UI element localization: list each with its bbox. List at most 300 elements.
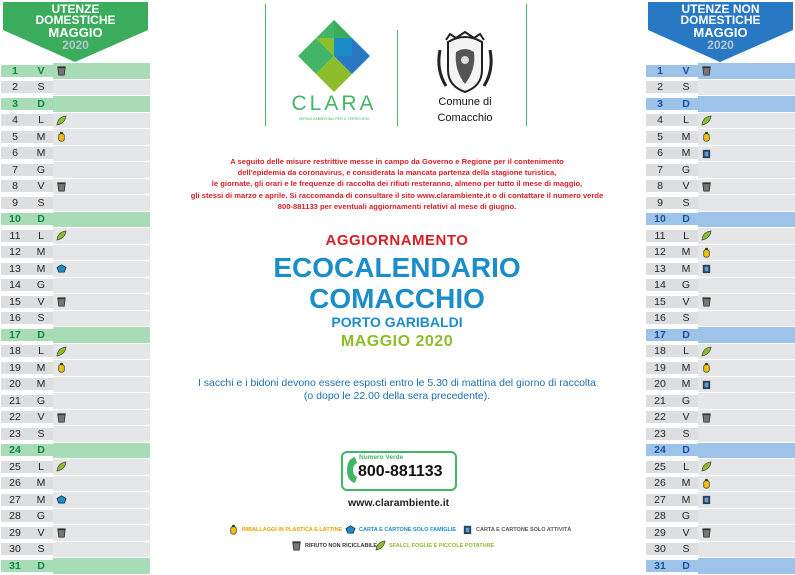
weekday-letter: D (674, 98, 698, 110)
day-row (1, 311, 150, 328)
day-number: 19 (1, 362, 29, 374)
collection-cell (698, 113, 795, 129)
leaf-icon (375, 540, 386, 551)
day-number: 7 (1, 164, 29, 176)
paper-business-icon (462, 524, 473, 535)
collection-cell (698, 492, 795, 508)
notice-line: 800-881133 per eventuali aggiornamenti relativi al mese di giugno. (277, 201, 517, 211)
day-row (646, 294, 795, 311)
weekday-letter: L (674, 345, 698, 357)
day-row (646, 443, 795, 460)
day-number: 12 (646, 246, 674, 258)
collection-cell (53, 558, 150, 574)
day-number: 10 (646, 213, 674, 225)
day-row (1, 558, 150, 575)
collection-cell (53, 228, 150, 244)
weekday-letter: G (29, 510, 53, 522)
notice-line: A seguito delle misure restrittive messe in campo da Governo e Regione per il contenimento (230, 157, 564, 166)
collection-cell (698, 179, 795, 195)
weekday-letter: S (674, 312, 698, 324)
day-row (646, 146, 795, 163)
update-label: AGGIORNAMENTO (325, 232, 469, 249)
weekday-letter: G (674, 395, 698, 407)
paper-business-icon (701, 148, 712, 159)
weekday-letter: G (29, 395, 53, 407)
day-number: 26 (1, 477, 29, 489)
day-row (646, 377, 795, 394)
collection-cell (698, 228, 795, 244)
day-row (1, 245, 150, 262)
leaf-icon (56, 230, 67, 241)
day-number: 11 (1, 230, 29, 242)
day-row (646, 129, 795, 146)
paper-family-icon (56, 494, 67, 505)
weekday-letter: S (29, 197, 53, 209)
collection-cell (698, 476, 795, 492)
day-row (1, 459, 150, 476)
day-number: 30 (1, 543, 29, 555)
collection-cell (698, 162, 795, 178)
day-number: 24 (646, 444, 674, 456)
paper-family-icon (345, 524, 356, 535)
title-block (152, 252, 642, 314)
day-row (1, 327, 150, 344)
weekday-letter: V (29, 65, 53, 77)
collection-cell (53, 294, 150, 310)
day-row (646, 476, 795, 493)
day-row (646, 261, 795, 278)
collection-cell (698, 245, 795, 261)
collection-cell (53, 129, 150, 145)
legend-label: CARTA E CARTONE SOLO FAMIGLIE (359, 526, 457, 533)
day-number: 27 (1, 494, 29, 506)
day-row (646, 162, 795, 179)
day-number: 24 (1, 444, 29, 456)
legend-label: RIFIUTO NON RICICLABILE (305, 542, 378, 549)
weekday-letter: M (674, 362, 698, 374)
collection-cell (698, 509, 795, 525)
divider (526, 4, 527, 126)
collection-cell (698, 294, 795, 310)
day-number: 22 (646, 411, 674, 423)
paper-business-icon (701, 263, 712, 274)
weekday-letter: D (29, 98, 53, 110)
day-row (1, 542, 150, 559)
legend-paper-family (345, 524, 456, 535)
weekday-letter: M (29, 131, 53, 143)
weekday-letter: V (29, 180, 53, 192)
day-row (646, 327, 795, 344)
collection-cell (53, 525, 150, 541)
day-number: 12 (1, 246, 29, 258)
paper-business-icon (701, 379, 712, 390)
info-line: (o dopo le 22.00 della sera precedente). (303, 390, 491, 402)
day-row (646, 195, 795, 212)
residual-bin-icon (291, 540, 302, 551)
collection-cell (53, 245, 150, 261)
phone-number: 800-881133 (358, 463, 443, 480)
header-line1: UTENZE (51, 2, 100, 16)
legend-label: CARTA E CARTONE SOLO ATTIVITÀ (476, 526, 572, 533)
phone-box[interactable] (341, 451, 457, 491)
website-link[interactable]: www.clarambiente.it (348, 497, 450, 509)
clara-tagline: SERVIZI AMBIENTALI PER IL TERRITORIO (298, 117, 370, 121)
day-row (1, 360, 150, 377)
day-row (646, 393, 795, 410)
day-number: 26 (646, 477, 674, 489)
day-row (646, 426, 795, 443)
collection-cell (53, 63, 150, 79)
month-label: MAGGIO 2020 (340, 333, 454, 350)
weekday-letter: D (674, 560, 698, 572)
day-number: 17 (646, 329, 674, 341)
title-line2: COMACCHIO (309, 283, 485, 314)
day-row (1, 212, 150, 229)
day-number: 31 (1, 560, 29, 572)
day-row (646, 525, 795, 542)
day-row (646, 492, 795, 509)
collection-cell (53, 146, 150, 162)
plastic-bottle-icon (701, 362, 712, 373)
day-number: 18 (646, 345, 674, 357)
day-row (1, 377, 150, 394)
day-number: 2 (1, 81, 29, 93)
weekday-letter: D (674, 329, 698, 341)
day-number: 28 (1, 510, 29, 522)
weekday-letter: D (674, 444, 698, 456)
leaf-icon (701, 115, 712, 126)
collection-cell (698, 195, 795, 211)
legend-plastic (228, 524, 342, 535)
day-number: 9 (646, 197, 674, 209)
day-row (1, 195, 150, 212)
weekday-letter: L (29, 230, 53, 242)
leaf-icon (701, 461, 712, 472)
residual-bin-icon (56, 65, 67, 76)
weekday-letter: S (29, 312, 53, 324)
day-number: 27 (646, 494, 674, 506)
weekday-letter: V (29, 527, 53, 539)
weekday-letter: S (674, 81, 698, 93)
collection-cell (698, 558, 795, 574)
domestic-calendar (1, 0, 150, 572)
phone-handset-icon (345, 455, 359, 485)
leaf-icon (56, 461, 67, 472)
collection-cell (53, 426, 150, 442)
weekday-letter: L (674, 461, 698, 473)
collection-cell (698, 80, 795, 96)
collection-cell (53, 278, 150, 294)
day-number: 20 (1, 378, 29, 390)
notice-line: le giornate, gli orari e le frequenze di raccolta dei rifiuti resteranno, almeno per tutto il mese di maggio, (211, 179, 583, 189)
header-year: 2020 (62, 38, 89, 52)
header-line3: MAGGIO (693, 25, 748, 40)
comune-logo (410, 30, 520, 130)
collection-cell (698, 525, 795, 541)
divider (265, 4, 266, 126)
clara-name: CLARA (291, 92, 377, 115)
collection-cell (53, 377, 150, 393)
weekday-letter: M (674, 131, 698, 143)
day-number: 21 (646, 395, 674, 407)
day-number: 8 (1, 180, 29, 192)
day-row (646, 410, 795, 427)
day-row (1, 96, 150, 113)
domestic-header (1, 0, 150, 62)
weekday-letter: V (674, 411, 698, 423)
collection-cell (698, 459, 795, 475)
day-number: 18 (1, 345, 29, 357)
day-number: 29 (646, 527, 674, 539)
weekday-letter: M (29, 263, 53, 275)
weekday-letter: M (29, 362, 53, 374)
collection-cell (698, 146, 795, 162)
header-line3: MAGGIO (48, 25, 103, 40)
day-number: 9 (1, 197, 29, 209)
legend-label: IMBALLAGGI IN PLASTICA E LATTINE (242, 526, 343, 533)
weekday-letter: M (29, 378, 53, 390)
day-number: 15 (1, 296, 29, 308)
collection-cell (698, 63, 795, 79)
collection-cell (53, 459, 150, 475)
day-row (646, 80, 795, 97)
day-row (1, 129, 150, 146)
header-year: 2020 (707, 38, 734, 52)
day-row (646, 278, 795, 295)
leaf-icon (56, 346, 67, 357)
day-number: 5 (1, 131, 29, 143)
comune-line1: Comune di (438, 96, 492, 108)
day-number: 23 (1, 428, 29, 440)
weekday-letter: D (29, 560, 53, 572)
divider (397, 30, 398, 126)
weekday-letter: S (29, 428, 53, 440)
clara-logo-mark (284, 18, 384, 96)
residual-bin-icon (701, 65, 712, 76)
collection-cell (53, 344, 150, 360)
day-row (646, 212, 795, 229)
day-number: 4 (646, 114, 674, 126)
residual-bin-icon (701, 296, 712, 307)
paper-business-icon (701, 494, 712, 505)
notice-text (152, 156, 642, 212)
day-number: 1 (646, 65, 674, 77)
day-number: 6 (646, 147, 674, 159)
day-number: 20 (646, 378, 674, 390)
plastic-bottle-icon (56, 131, 67, 142)
collection-cell (53, 162, 150, 178)
plastic-bottle-icon (228, 524, 239, 535)
day-number: 1 (1, 65, 29, 77)
day-number: 4 (1, 114, 29, 126)
residual-bin-icon (56, 181, 67, 192)
collection-cell (53, 327, 150, 343)
day-row (1, 509, 150, 526)
comune-crest-icon (410, 30, 520, 94)
weekday-letter: G (29, 164, 53, 176)
day-row (646, 228, 795, 245)
day-row (1, 146, 150, 163)
weekday-letter: M (674, 494, 698, 506)
weekday-letter: M (29, 494, 53, 506)
day-row (1, 261, 150, 278)
day-number: 28 (646, 510, 674, 522)
leaf-icon (701, 346, 712, 357)
day-number: 23 (646, 428, 674, 440)
collection-cell (698, 344, 795, 360)
plastic-bottle-icon (701, 131, 712, 142)
collection-cell (53, 113, 150, 129)
weekday-letter: S (674, 543, 698, 555)
plastic-bottle-icon (701, 478, 712, 489)
collection-cell (53, 261, 150, 277)
collection-cell (53, 96, 150, 112)
day-row (1, 63, 150, 80)
phone-label: Numero Verde (359, 454, 404, 461)
collection-cell (53, 360, 150, 376)
collection-cell (53, 195, 150, 211)
collection-cell (53, 212, 150, 228)
weekday-letter: V (29, 296, 53, 308)
collection-cell (698, 96, 795, 112)
legend-label: SFALCI, FOGLIE E PICCOLE POTATURE (389, 542, 495, 549)
collection-cell (698, 278, 795, 294)
collection-cell (698, 261, 795, 277)
residual-bin-icon (701, 527, 712, 538)
weekday-letter: V (674, 65, 698, 77)
notice-line: gli stessi di marzo e aprile. Si raccomanda di consultare il sito www.clarambiente.it o di contattare il numero verde (190, 190, 604, 200)
day-row (646, 558, 795, 575)
day-number: 25 (1, 461, 29, 473)
plastic-bottle-icon (56, 362, 67, 373)
day-number: 15 (646, 296, 674, 308)
collection-cell (698, 443, 795, 459)
weekday-letter: L (674, 114, 698, 126)
day-number: 21 (1, 395, 29, 407)
day-number: 17 (1, 329, 29, 341)
residual-bin-icon (56, 412, 67, 423)
weekday-letter: G (674, 279, 698, 291)
collection-cell (53, 492, 150, 508)
day-number: 14 (646, 279, 674, 291)
day-row (1, 278, 150, 295)
day-number: 22 (1, 411, 29, 423)
collection-cell (698, 410, 795, 426)
day-row (646, 96, 795, 113)
nondomestic-calendar (646, 0, 795, 572)
day-number: 31 (646, 560, 674, 572)
day-row (1, 525, 150, 542)
day-number: 25 (646, 461, 674, 473)
weekday-letter: L (29, 345, 53, 357)
weekday-letter: M (29, 147, 53, 159)
residual-bin-icon (56, 296, 67, 307)
collection-cell (53, 542, 150, 558)
day-row (646, 360, 795, 377)
weekday-letter: V (674, 296, 698, 308)
plastic-bottle-icon (701, 247, 712, 258)
day-row (646, 245, 795, 262)
day-row (1, 476, 150, 493)
day-number: 29 (1, 527, 29, 539)
weekday-letter: G (674, 164, 698, 176)
legend-leaf (375, 540, 494, 551)
day-number: 3 (646, 98, 674, 110)
clara-logo (284, 18, 384, 128)
weekday-letter: M (674, 477, 698, 489)
collection-cell (53, 393, 150, 409)
residual-bin-icon (701, 412, 712, 423)
weekday-letter: G (674, 510, 698, 522)
header-line2: DOMESTICHE (35, 13, 116, 27)
legend-paper-business (462, 524, 571, 535)
day-number: 6 (1, 147, 29, 159)
collection-cell (698, 327, 795, 343)
day-row (1, 492, 150, 509)
day-number: 5 (646, 131, 674, 143)
residual-bin-icon (701, 181, 712, 192)
weekday-letter: M (674, 263, 698, 275)
weekday-letter: D (29, 444, 53, 456)
day-number: 30 (646, 543, 674, 555)
collection-cell (53, 80, 150, 96)
weekday-letter: M (29, 246, 53, 258)
weekday-letter: M (674, 147, 698, 159)
day-row (1, 410, 150, 427)
day-number: 3 (1, 98, 29, 110)
day-number: 16 (1, 312, 29, 324)
day-row (1, 426, 150, 443)
day-row (646, 344, 795, 361)
weekday-letter: L (29, 114, 53, 126)
day-row (1, 162, 150, 179)
notice-line: dell'epidemia da coronavirus, e considerata la mancata partenza della stagione turistica, (237, 168, 557, 178)
day-row (1, 443, 150, 460)
day-number: 13 (1, 263, 29, 275)
collection-cell (53, 443, 150, 459)
collection-cell (698, 360, 795, 376)
collection-cell (698, 311, 795, 327)
weekday-letter: M (674, 246, 698, 258)
collection-cell (698, 377, 795, 393)
weekday-letter: S (29, 543, 53, 555)
day-row (646, 311, 795, 328)
weekday-letter: D (674, 213, 698, 225)
domestic-days-list (1, 63, 150, 575)
day-number: 7 (646, 164, 674, 176)
title-line1: ECOCALENDARIO (273, 252, 521, 283)
info-line: I sacchi e i bidoni devono essere esposti entro le 5.30 di mattina del giorno di raccolta (197, 377, 597, 389)
weekday-letter: M (674, 378, 698, 390)
day-row (1, 179, 150, 196)
comune-line2: Comacchio (437, 112, 493, 124)
day-row (1, 80, 150, 97)
collection-cell (698, 212, 795, 228)
leaf-icon (701, 230, 712, 241)
day-row (1, 393, 150, 410)
day-row (1, 228, 150, 245)
collection-cell (53, 476, 150, 492)
day-number: 8 (646, 180, 674, 192)
weekday-letter: V (674, 180, 698, 192)
collection-cell (698, 393, 795, 409)
day-row (1, 344, 150, 361)
weekday-letter: S (674, 197, 698, 209)
subtitle: PORTO GARIBALDI (331, 314, 463, 330)
nondomestic-header (646, 0, 795, 62)
day-row (646, 459, 795, 476)
collection-cell (53, 509, 150, 525)
